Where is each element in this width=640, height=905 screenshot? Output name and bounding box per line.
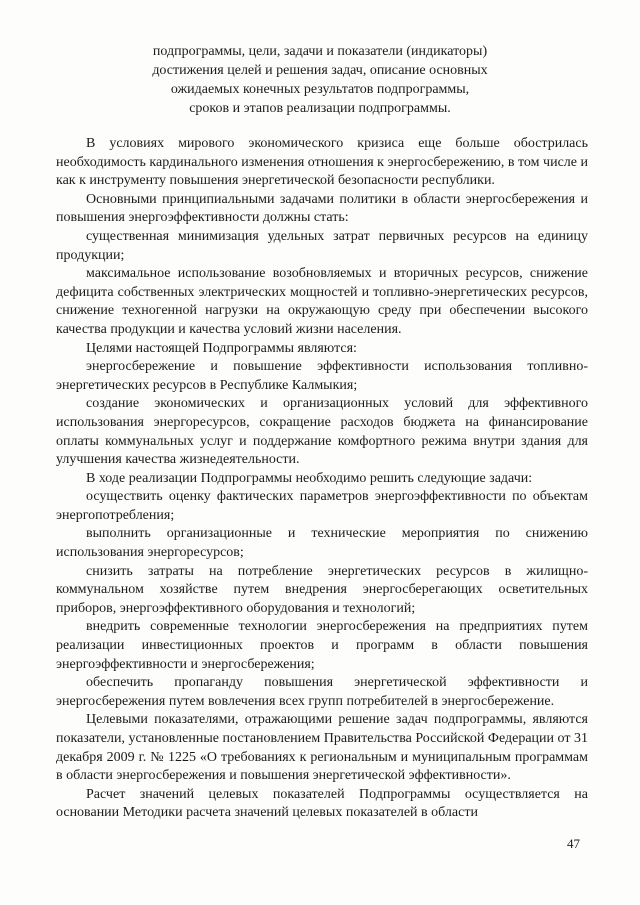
paragraph: Целевыми показателями, отражающими решение задач подпрограммы, являются показатели, установленные постановлением Правительства Российской Федерации от 31 декабря 2009 г. № 1225 «О требованиях к региональным и муниципальным программам в области энергосбережения и повышения энергетической эффективности». [56,712,588,784]
heading-line: сроков и этапов реализации подпрограммы. [189,101,451,116]
paragraph: В условиях мирового экономического кризиса еще больше обострилась необходимость кардинального изменения отношения к энергосбережению, в том числе и как к инструменту повышения энергетической безопасности республики. [56,136,588,189]
paragraph: снизить затраты на потребление энергетических ресурсов в жилищно-коммунальном хозяйстве путем внедрения энергосберегающих осветительных приборов, энергоэффективного оборудования и технологий; [56,563,588,616]
paragraph: максимальное использование возобновляемых и вторичных ресурсов, снижение дефицита собственных электрических мощностей и топливно-энергетических ресурсов, снижение техногенной нагрузки на окружающую среду при обеспечении высокого качества продукции и качества условий жизни населения. [56,266,588,337]
section-heading [110,42,530,118]
heading-line: ожидаемых конечных результатов подпрограммы, [170,82,470,97]
paragraph: В ходе реализации Подпрограммы необходимо решить следующие задачи: [86,470,533,486]
paragraph: Расчет значений целевых показателей Подпрограммы осуществляется на основании Методики расчета значений целевых показателей в области [56,786,588,821]
heading-line: подпрограммы, цели, задачи и показатели (индикаторы) [152,44,488,59]
paragraph: Основными принципиальными задачами политики в области энергосбережения и повышения энергоэффективности должны стать: [56,191,588,226]
heading-line: достижения целей и решения задач, описание основных [152,63,488,78]
paragraph: внедрить современные технологии энергосбережения на предприятиях путем реализации инвестиционных проектов и программ в области повышения энергоэффективности и энергосбережения; [56,619,588,672]
paragraph: выполнить организационные и технические мероприятия по снижению использования энергоресурсов; [56,526,588,561]
paragraph: создание экономических и организационных условий для эффективного использования энергоресурсов, сокращение расходов бюджета на финансирование оплаты коммунальных услуг и поддержание комфортного режима внутри здания для улучшения качества жизнедеятельности. [56,396,588,468]
paragraph: обеспечить пропаганду повышения энергетической эффективности и энергосбережения путем вовлечения всех групп потребителей в энергосбережение. [56,675,588,709]
paragraph: осуществить оценку фактических параметров энергоэффективности по объектам энергопотребления; [56,489,588,523]
paragraph: энергосбережение и повышение эффективности использования топливно-энергетических ресурсов в Республике Калмыкия; [56,359,588,393]
paragraph: существенная минимизация удельных затрат первичных ресурсов на единицу продукции; [56,228,588,263]
paragraph: Целями настоящей Подпрограммы являются: [86,340,357,356]
body-text [56,135,588,823]
page-number: 47 [567,836,580,851]
